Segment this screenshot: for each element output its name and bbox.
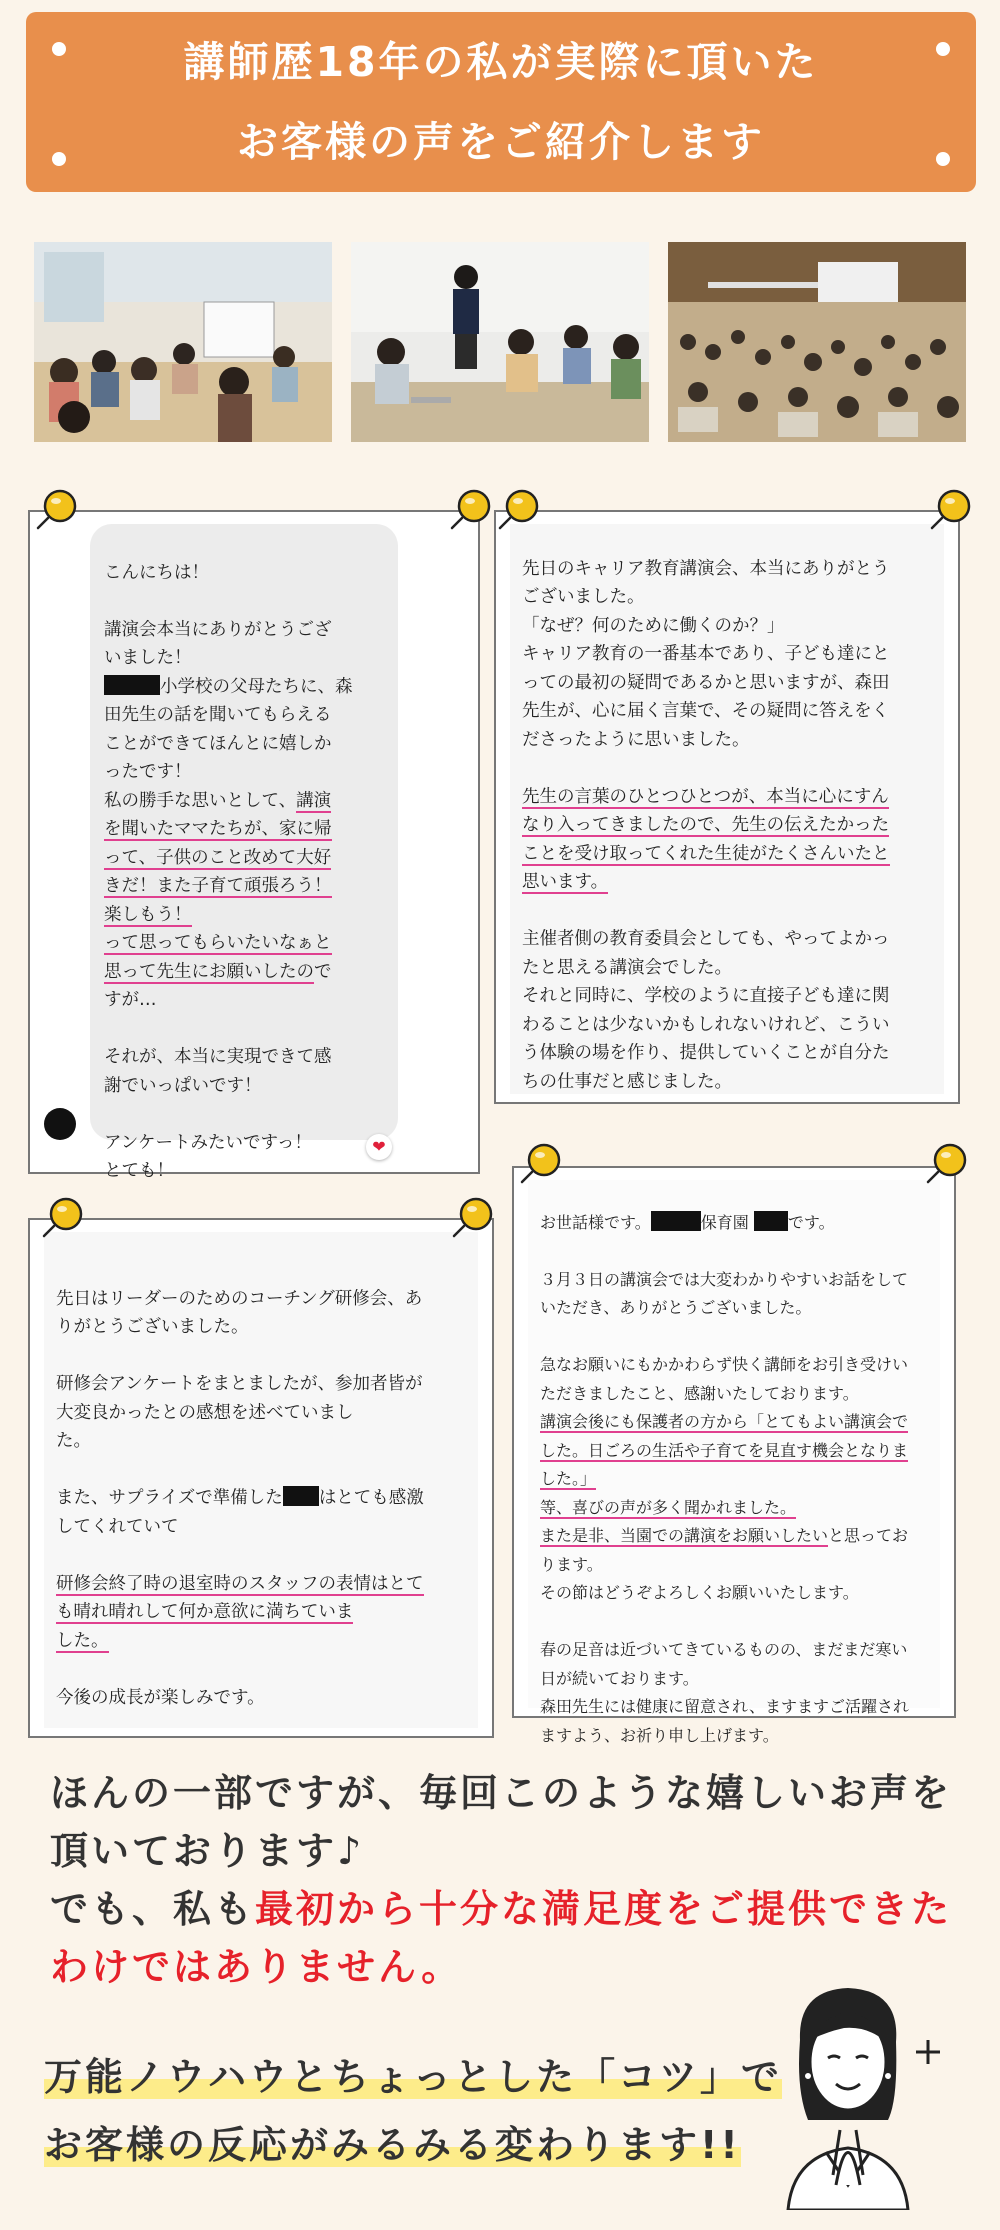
pushpin-icon	[518, 1138, 566, 1186]
tagline-text-1: 万能ノウハウとちょっとした「コツ」で	[44, 2055, 783, 2099]
thanks-text: 講演会本当にありがとうござ いました！	[104, 619, 332, 668]
tagline-line-1	[44, 2046, 782, 2101]
testimonial-1-text	[104, 530, 394, 1186]
redacted-block	[651, 1211, 701, 1231]
pushpin-icon	[496, 484, 544, 532]
wish-tail: で すが…	[104, 961, 332, 1010]
avatar	[44, 1108, 76, 1140]
closing-line-2: 頂いております♪	[50, 1829, 365, 1873]
highlighted-wish: 講演 を聞いたママたちが、家に帰 って、子供のこと改めて大好 きだ！また子育て頑張ろう！ 楽しもう！ って思ってもらいたいなぁと 思って先生にお願いしたの	[104, 790, 332, 982]
pushpin-icon	[924, 1138, 972, 1186]
letter-greeting: お世話様です。	[540, 1212, 651, 1232]
emphasis-text: 最初から十分な満足度をご提供できた	[255, 1887, 953, 1931]
highlighted-paragraph: 講演会後にも保護者の方から「とてもよい講演会で した。日ごろの生活や子育てを見直す機会となりま した。」 等、喜びの声が多く聞かれました。 また是非、当園での講演をお願いしたい	[540, 1412, 909, 1545]
nursery-label: 保育園	[700, 1212, 749, 1232]
survey-text: アンケートみたいですっ！ とても！	[104, 1132, 312, 1181]
survey-paragraph: 研修会アンケートをまとましたが、参加者皆が 大変良かったとの感想を述べていまし た。	[56, 1374, 423, 1451]
pushpin-icon	[928, 484, 976, 532]
redacted-block	[104, 675, 160, 695]
highlighted-paragraph: 先生の言葉のひとつひとつが、本当に心にすん なり入ってきましたので、先生の伝えたかった ことを受け取ってくれた生徒がたくさんいたと 思います。	[522, 786, 890, 892]
request-paragraph: 急なお願いにもかかわらず快く講師をお引き受けい ただきましたこと、感謝いたしております。	[540, 1355, 909, 1403]
surprise-tail: はとても感激 してくれていて	[56, 1488, 424, 1537]
tagline-text-2: お客様の反応がみるみる変わります!!	[44, 2123, 741, 2167]
pushpin-icon	[34, 484, 82, 532]
testimonial-4-text	[540, 1180, 940, 1750]
highlighted-paragraph: 研修会終了時の退室時のスタッフの表情はとて も晴れ晴れして何か意欲に満ちていま した。	[56, 1573, 424, 1651]
banner-title-line2: お客様の声をご紹介します	[237, 118, 765, 166]
pushpin-icon	[40, 1192, 88, 1240]
gratitude-text: それが、本当に実現できて感 謝でいっぱいです！	[104, 1047, 332, 1096]
decor-dot	[936, 42, 950, 56]
thanks-paragraph: 先日のキャリア教育講演会、本当にありがとう ございました。 「なぜ？何のために働くのか？」 キャリア教育の一番基本であり、子ども達にと っての最初の疑問であるかと思いますが、森田 先生が、心に届く言葉で、その疑問に答えをく ださったように思いました。	[522, 558, 890, 750]
decor-dot	[936, 152, 950, 166]
closing-line-3	[50, 1878, 952, 1933]
closing-line-3-prefix: でも、私も	[50, 1887, 256, 1931]
redacted-block	[754, 1211, 788, 1231]
presenter-illustration	[748, 1980, 948, 2210]
testimonial-3-text	[56, 1256, 476, 1712]
growth-text: 今後の成長が楽しみです。	[56, 1687, 265, 1708]
greeting-text: こんにちは！	[104, 562, 209, 583]
heart-reaction-icon: ❤	[366, 1134, 392, 1160]
banner-title-line1: 講師歴18年の私が実際に頂いた	[183, 38, 819, 86]
surprise-text: また、サプライズで準備した	[56, 1488, 283, 1508]
decor-dot	[52, 42, 66, 56]
testimonial-2-text	[522, 526, 942, 1096]
closing-line-4: わけではありません。	[50, 1945, 463, 1989]
closing-paragraph: 春の足音は近づいてきているものの、まだまだ寒い 日が続いております。 森田先生には健康に留意され、ますますご活躍され ますよう、お祈り申し上げます。	[540, 1640, 909, 1745]
header-banner	[26, 12, 976, 192]
tagline-line-2	[44, 2114, 741, 2169]
pushpin-icon	[450, 1192, 498, 1240]
school-text: 小学校の父母たちに、森 田先生の話を聞いてもらえる ことができてほんとに嬉しか ったです！	[104, 676, 353, 782]
seminar-classroom-photo	[34, 242, 332, 442]
pushpin-icon	[448, 484, 496, 532]
request-tail: と思ってお ります。 その節はどうぞよろしくお願いいたします。	[540, 1526, 909, 1602]
letter-greeting-end: です。	[787, 1212, 835, 1232]
redacted-block	[283, 1486, 319, 1506]
wish-text: 私の勝手な思いとして、	[104, 790, 297, 811]
lecture-thanks: ３月３日の講演会では大変わかりやすいお話をして いただき、ありがとうございました。	[540, 1269, 909, 1317]
auditorium-photo	[668, 242, 966, 442]
coaching-thanks: 先日はリーダーのためのコーチング研修会、あ りがとうございました。	[56, 1288, 423, 1337]
committee-paragraph: 主催者側の教育委員会としても、やってよかっ たと思える講演会でした。 それと同時に、学校のように直接子ども達に関 わることは少ないかもしれないけれど、こうい う体験の場を作り、提供していくことが自分た ちの仕事だと感じました。	[522, 929, 890, 1092]
closing-line-1: ほんの一部ですが、毎回このような嬉しいお声を	[50, 1771, 953, 1815]
decor-dot	[52, 152, 66, 166]
lecturer-speaking-photo	[351, 242, 649, 442]
